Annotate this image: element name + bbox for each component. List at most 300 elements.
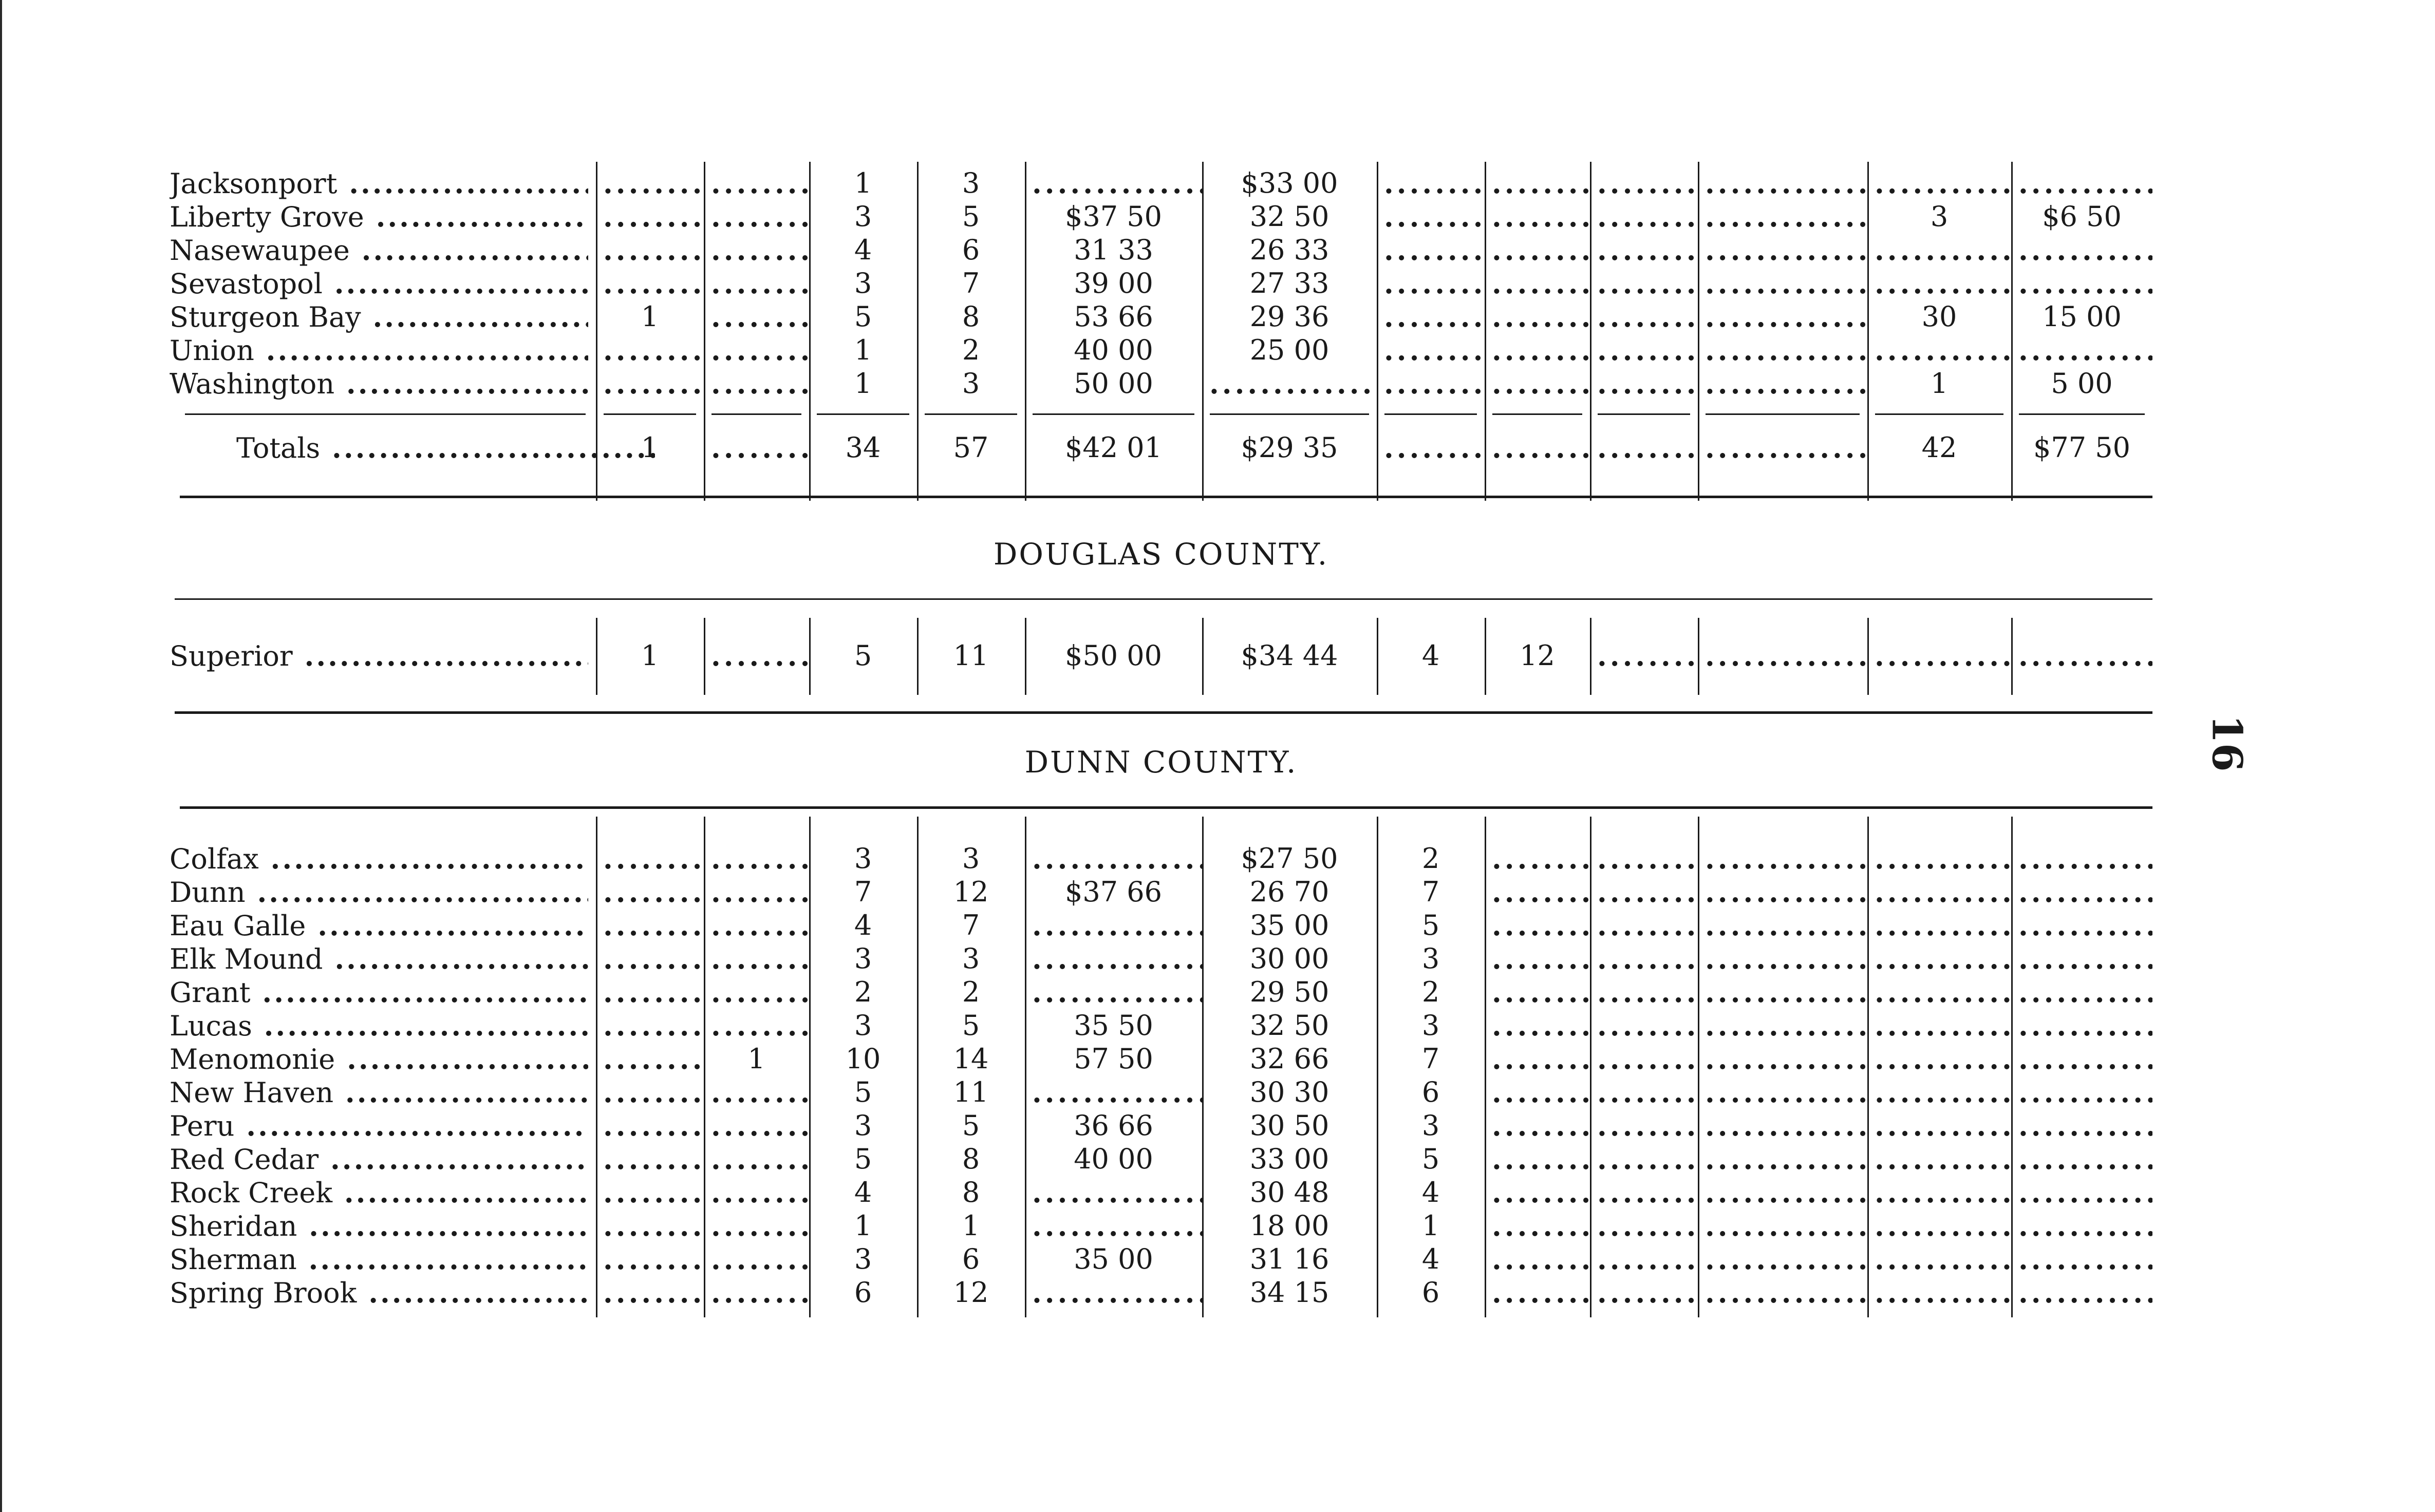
cell-col-4: 57 [953, 431, 989, 464]
cell-col-3: 5 [854, 639, 872, 672]
cell-col-12 [2011, 1009, 2152, 1042]
horizontal-rule [1598, 413, 1690, 415]
page-number: 16 [2203, 714, 2252, 772]
cell-col-2 [704, 1076, 809, 1109]
cell-col-8 [1485, 200, 1590, 233]
table-row [170, 167, 2152, 200]
table-row [170, 1143, 2152, 1176]
cell-col-9 [1590, 976, 1698, 1009]
cell-col-10 [1698, 267, 1867, 300]
cell-col-7: 1 [1421, 1209, 1440, 1242]
table-row [170, 876, 2152, 909]
cell-col-1 [596, 1109, 704, 1142]
cell-col-8 [1485, 334, 1590, 367]
cell-col-12 [2011, 334, 2152, 367]
cell-col-8 [1485, 976, 1590, 1009]
cell-col-10 [1698, 334, 1867, 367]
table-row [170, 842, 2152, 875]
cell-col-6: 25 00 [1249, 334, 1329, 366]
cell-col-7: 4 [1421, 639, 1440, 672]
cell-col-1 [596, 876, 704, 909]
cell-col-5: $50 00 [1065, 639, 1162, 672]
cell-col-1 [596, 909, 704, 942]
cell-col-7: 6 [1421, 1276, 1440, 1309]
cell-col-3: 5 [854, 1143, 872, 1175]
cell-col-9 [1590, 876, 1698, 909]
cell-col-11 [1867, 334, 2011, 367]
cell-col-4: 3 [962, 842, 980, 875]
cell-col-8 [1485, 367, 1590, 400]
table-row [170, 1043, 2152, 1075]
cell-col-1 [596, 1209, 704, 1242]
cell-col-6: $33 00 [1241, 167, 1338, 199]
cell-col-1 [596, 1143, 704, 1176]
cell-col-12 [2011, 842, 2152, 875]
cell-col-6: $29 35 [1241, 431, 1338, 464]
cell-col-12: $6 50 [2042, 200, 2122, 233]
cell-col-4: 3 [962, 367, 980, 400]
cell-col-12 [2011, 1109, 2152, 1142]
cell-col-7: 5 [1421, 909, 1440, 941]
horizontal-rule [1384, 413, 1477, 415]
cell-col-5: 35 00 [1074, 1243, 1153, 1275]
cell-col-10 [1698, 1276, 1867, 1309]
cell-col-8 [1485, 167, 1590, 200]
cell-col-11: 3 [1930, 200, 1949, 233]
cell-col-8 [1485, 842, 1590, 875]
cell-col-9 [1590, 431, 1698, 464]
cell-col-3: 34 [845, 431, 881, 464]
cell-col-7: 4 [1421, 1176, 1440, 1208]
row-name: Liberty Grove ..... [170, 200, 588, 233]
cell-col-2 [704, 200, 809, 233]
cell-col-4: 8 [962, 300, 980, 333]
cell-col-3: 6 [854, 1276, 872, 1309]
table-row [170, 334, 2152, 367]
cell-col-2 [704, 842, 809, 875]
row-name: Sturgeon Bay ..... [170, 300, 588, 333]
cell-col-8 [1485, 909, 1590, 942]
cell-col-11: 1 [1930, 367, 1949, 400]
cell-col-7: 2 [1421, 842, 1440, 875]
cell-col-7: 4 [1421, 1243, 1440, 1275]
cell-col-6: 32 66 [1249, 1043, 1329, 1075]
cell-col-3: 5 [854, 1076, 872, 1108]
cell-col-5: $37 50 [1065, 200, 1162, 233]
cell-col-3: 1 [854, 1209, 872, 1242]
cell-col-10 [1698, 1143, 1867, 1176]
cell-col-9 [1590, 1076, 1698, 1109]
cell-col-8 [1485, 1209, 1590, 1242]
cell-col-12 [2011, 639, 2152, 672]
cell-col-12: $77 50 [2033, 431, 2130, 464]
cell-col-7: 7 [1421, 876, 1440, 908]
horizontal-rule [1210, 413, 1369, 415]
cell-col-3: 2 [854, 976, 872, 1008]
row-name: Grant ..... [170, 976, 588, 1009]
cell-col-10 [1698, 1009, 1867, 1042]
cell-col-1 [596, 367, 704, 400]
cell-col-3: 3 [854, 267, 872, 299]
cell-col-2 [704, 1109, 809, 1142]
row-name: Sevastopol ..... [170, 267, 588, 300]
cell-col-2 [704, 334, 809, 367]
cell-col-3: 3 [854, 842, 872, 875]
totals-row [170, 431, 2152, 464]
cell-col-12 [2011, 1209, 2152, 1242]
cell-col-6: 34 15 [1249, 1276, 1329, 1309]
cell-col-10 [1698, 234, 1867, 267]
table-row [170, 942, 2152, 975]
cell-col-9 [1590, 1209, 1698, 1242]
cell-col-8 [1485, 234, 1590, 267]
dunn-county-title: DUNN COUNTY. [1024, 745, 1298, 780]
cell-col-8 [1485, 1276, 1590, 1309]
cell-col-11: 30 [1921, 300, 1957, 333]
cell-col-7: 2 [1421, 976, 1440, 1008]
cell-col-4: 1 [962, 1209, 980, 1242]
horizontal-rule [180, 806, 2152, 809]
cell-col-4: 2 [962, 976, 980, 1008]
cell-col-7: 3 [1421, 942, 1440, 975]
row-name: Superior ..... [170, 639, 588, 672]
cell-col-6: 32 50 [1249, 200, 1329, 233]
cell-col-2 [704, 367, 809, 400]
cell-col-8 [1485, 876, 1590, 909]
cell-col-11 [1867, 1143, 2011, 1176]
table-row [170, 1243, 2152, 1276]
row-name: Nasewaupee ..... [170, 234, 588, 267]
cell-col-8 [1485, 1176, 1590, 1209]
cell-col-7: 3 [1421, 1109, 1440, 1142]
cell-col-9 [1590, 200, 1698, 233]
cell-col-10 [1698, 431, 1867, 464]
cell-col-5 [1025, 1176, 1202, 1209]
cell-col-2 [704, 234, 809, 267]
cell-col-4: 7 [962, 267, 980, 299]
cell-col-8 [1485, 942, 1590, 975]
cell-col-10 [1698, 1243, 1867, 1276]
cell-col-8 [1485, 267, 1590, 300]
cell-col-1: 1 [641, 639, 659, 672]
cell-col-4: 12 [953, 1276, 989, 1309]
cell-col-1 [596, 234, 704, 267]
cell-col-1 [596, 1176, 704, 1209]
cell-col-2 [704, 1176, 809, 1209]
cell-col-4: 5 [962, 1109, 980, 1142]
cell-col-9 [1590, 1243, 1698, 1276]
cell-col-11 [1867, 842, 2011, 875]
cell-col-6: 26 33 [1249, 234, 1329, 266]
table-row [170, 1009, 2152, 1042]
horizontal-rule [1875, 413, 2003, 415]
cell-col-11 [1867, 976, 2011, 1009]
cell-col-1: 1 [641, 431, 659, 464]
horizontal-rule [1492, 413, 1582, 415]
cell-col-5: 53 66 [1074, 300, 1153, 333]
cell-col-2 [704, 1143, 809, 1176]
horizontal-rule [1033, 413, 1194, 415]
cell-col-2 [704, 909, 809, 942]
row-name: Menomonie ..... [170, 1043, 588, 1075]
horizontal-rule [817, 413, 909, 415]
cell-col-12 [2011, 942, 2152, 975]
cell-col-5 [1025, 167, 1202, 200]
cell-col-7 [1377, 267, 1485, 300]
cell-col-3: 10 [845, 1043, 881, 1075]
horizontal-rule [1706, 413, 1860, 415]
cell-col-10 [1698, 1043, 1867, 1075]
cell-col-9 [1590, 334, 1698, 367]
cell-col-11 [1867, 639, 2011, 672]
cell-col-6: 30 48 [1249, 1176, 1329, 1208]
cell-col-11 [1867, 234, 2011, 267]
cell-col-5: $37 66 [1065, 876, 1162, 908]
cell-col-5: 40 00 [1074, 334, 1153, 366]
cell-col-1: 1 [641, 300, 659, 333]
cell-col-12 [2011, 1243, 2152, 1276]
row-name: Totals ..... [236, 431, 655, 464]
cell-col-4: 14 [953, 1043, 989, 1075]
horizontal-rule [711, 413, 801, 415]
page-edge [0, 0, 2, 1512]
cell-col-6: 33 00 [1249, 1143, 1329, 1175]
cell-col-8 [1485, 431, 1590, 464]
table-row [170, 639, 2152, 672]
cell-col-5: 35 50 [1074, 1009, 1153, 1042]
cell-col-12 [2011, 1043, 2152, 1075]
cell-col-1 [596, 1009, 704, 1042]
horizontal-rule [604, 413, 696, 415]
cell-col-3: 3 [854, 200, 872, 233]
cell-col-11 [1867, 1109, 2011, 1142]
cell-col-11 [1867, 1243, 2011, 1276]
row-name: Colfax ..... [170, 842, 588, 875]
cell-col-10 [1698, 200, 1867, 233]
row-name: Rock Creek ..... [170, 1176, 588, 1209]
cell-col-11: 42 [1921, 431, 1957, 464]
cell-col-8 [1485, 1143, 1590, 1176]
cell-col-3: 4 [854, 234, 872, 266]
cell-col-10 [1698, 976, 1867, 1009]
cell-col-1 [596, 334, 704, 367]
cell-col-3: 4 [854, 1176, 872, 1208]
cell-col-1 [596, 942, 704, 975]
cell-col-11 [1867, 1076, 2011, 1109]
row-name: Peru ..... [170, 1109, 588, 1142]
cell-col-6: 30 50 [1249, 1109, 1329, 1142]
cell-col-10 [1698, 909, 1867, 942]
cell-col-9 [1590, 367, 1698, 400]
table-row [170, 1209, 2152, 1242]
cell-col-2 [704, 639, 809, 672]
cell-col-7 [1377, 300, 1485, 333]
cell-col-9 [1590, 234, 1698, 267]
cell-col-8 [1485, 1109, 1590, 1142]
cell-col-6: 30 30 [1249, 1076, 1329, 1108]
row-name: Sherman ..... [170, 1243, 588, 1276]
cell-col-11 [1867, 267, 2011, 300]
cell-col-5: 36 66 [1074, 1109, 1153, 1142]
table-row [170, 909, 2152, 942]
cell-col-9 [1590, 909, 1698, 942]
cell-col-5 [1025, 942, 1202, 975]
cell-col-1 [596, 1043, 704, 1075]
cell-col-12 [2011, 1276, 2152, 1309]
cell-col-5: 31 33 [1074, 234, 1153, 266]
cell-col-3: 1 [854, 367, 872, 400]
cell-col-10 [1698, 367, 1867, 400]
cell-col-12 [2011, 1143, 2152, 1176]
cell-col-5: 50 00 [1074, 367, 1153, 400]
cell-col-10 [1698, 942, 1867, 975]
cell-col-5 [1025, 1276, 1202, 1309]
cell-col-2 [704, 267, 809, 300]
cell-col-4: 6 [962, 234, 980, 266]
cell-col-4: 3 [962, 167, 980, 199]
horizontal-rule [2019, 413, 2145, 415]
cell-col-8 [1485, 1076, 1590, 1109]
cell-col-9 [1590, 942, 1698, 975]
cell-col-7 [1377, 200, 1485, 233]
table-row [170, 200, 2152, 233]
cell-col-6: 29 36 [1249, 300, 1329, 333]
row-name: Jacksonport ..... [170, 167, 588, 200]
table-row [170, 1176, 2152, 1209]
cell-col-1 [596, 1276, 704, 1309]
cell-col-12: 15 00 [2042, 300, 2122, 333]
cell-col-10 [1698, 639, 1867, 672]
table-row [170, 976, 2152, 1009]
cell-col-8 [1485, 1043, 1590, 1075]
cell-col-3: 3 [854, 1109, 872, 1142]
row-name: Red Cedar ..... [170, 1143, 588, 1176]
cell-col-1 [596, 267, 704, 300]
table-row [170, 234, 2152, 267]
cell-col-1 [596, 1076, 704, 1109]
cell-col-12: 5 00 [2051, 367, 2113, 400]
cell-col-9 [1590, 1109, 1698, 1142]
cell-col-10 [1698, 842, 1867, 875]
cell-col-11 [1867, 1209, 2011, 1242]
cell-col-2 [704, 1209, 809, 1242]
cell-col-5: 39 00 [1074, 267, 1153, 299]
cell-col-4: 2 [962, 334, 980, 366]
cell-col-6: 18 00 [1249, 1209, 1329, 1242]
cell-col-1 [596, 167, 704, 200]
cell-col-12 [2011, 1076, 2152, 1109]
cell-col-2 [704, 300, 809, 333]
cell-col-6 [1202, 367, 1377, 400]
cell-col-5 [1025, 976, 1202, 1009]
cell-col-2 [704, 1009, 809, 1042]
table-row [170, 300, 2152, 333]
table-row [170, 1276, 2152, 1309]
cell-col-2 [704, 942, 809, 975]
cell-col-9 [1590, 1043, 1698, 1075]
cell-col-9 [1590, 1009, 1698, 1042]
douglas-county-title: DOUGLAS COUNTY. [993, 537, 1329, 572]
cell-col-2 [704, 431, 809, 464]
cell-col-7 [1377, 234, 1485, 267]
cell-col-5: 40 00 [1074, 1143, 1153, 1175]
cell-col-11 [1867, 1043, 2011, 1075]
cell-col-6: 32 50 [1249, 1009, 1329, 1042]
cell-col-6: 35 00 [1249, 909, 1329, 941]
cell-col-2 [704, 1243, 809, 1276]
cell-col-8 [1485, 1243, 1590, 1276]
row-name: Elk Mound ..... [170, 942, 588, 975]
cell-col-7: 6 [1421, 1076, 1440, 1108]
horizontal-rule [175, 711, 2152, 714]
cell-col-3: 4 [854, 909, 872, 941]
cell-col-3: 3 [854, 1009, 872, 1042]
horizontal-rule [180, 496, 2152, 498]
cell-col-5 [1025, 1076, 1202, 1109]
row-name: Spring Brook ..... [170, 1276, 588, 1309]
table-row [170, 367, 2152, 400]
row-name: Washington ..... [170, 367, 588, 400]
horizontal-rule [925, 413, 1017, 415]
cell-col-12 [2011, 167, 2152, 200]
cell-col-12 [2011, 1176, 2152, 1209]
cell-col-8: 12 [1520, 639, 1555, 672]
cell-col-9 [1590, 1143, 1698, 1176]
cell-col-9 [1590, 639, 1698, 672]
cell-col-4: 5 [962, 200, 980, 233]
cell-col-8 [1485, 300, 1590, 333]
cell-col-4: 7 [962, 909, 980, 941]
cell-col-6: 29 50 [1249, 976, 1329, 1008]
cell-col-11 [1867, 1276, 2011, 1309]
cell-col-7: 5 [1421, 1143, 1440, 1175]
cell-col-11 [1867, 942, 2011, 975]
cell-col-1 [596, 1243, 704, 1276]
cell-col-9 [1590, 167, 1698, 200]
cell-col-3: 5 [854, 300, 872, 333]
cell-col-5: $42 01 [1065, 431, 1162, 464]
cell-col-7: 3 [1421, 1009, 1440, 1042]
horizontal-rule [175, 598, 2152, 600]
cell-col-7 [1377, 334, 1485, 367]
cell-col-3: 7 [854, 876, 872, 908]
cell-col-12 [2011, 976, 2152, 1009]
cell-col-7 [1377, 167, 1485, 200]
cell-col-6: $34 44 [1241, 639, 1338, 672]
cell-col-4: 6 [962, 1243, 980, 1275]
cell-col-10 [1698, 1176, 1867, 1209]
cell-col-10 [1698, 1076, 1867, 1109]
cell-col-11 [1867, 876, 2011, 909]
cell-col-8 [1485, 1009, 1590, 1042]
row-name: Eau Galle ..... [170, 909, 588, 942]
cell-col-5 [1025, 842, 1202, 875]
cell-col-9 [1590, 300, 1698, 333]
cell-col-6: 31 16 [1249, 1243, 1329, 1275]
cell-col-2 [704, 167, 809, 200]
dunn-county-table [170, 806, 2152, 1320]
table-row [170, 1076, 2152, 1109]
cell-col-1 [596, 200, 704, 233]
cell-col-12 [2011, 267, 2152, 300]
cell-col-4: 3 [962, 942, 980, 975]
cell-col-3: 3 [854, 1243, 872, 1275]
row-name: Sheridan ..... [170, 1209, 588, 1242]
row-name: Lucas ..... [170, 1009, 588, 1042]
cell-col-4: 11 [953, 639, 989, 672]
cell-col-10 [1698, 300, 1867, 333]
cell-col-9 [1590, 1276, 1698, 1309]
